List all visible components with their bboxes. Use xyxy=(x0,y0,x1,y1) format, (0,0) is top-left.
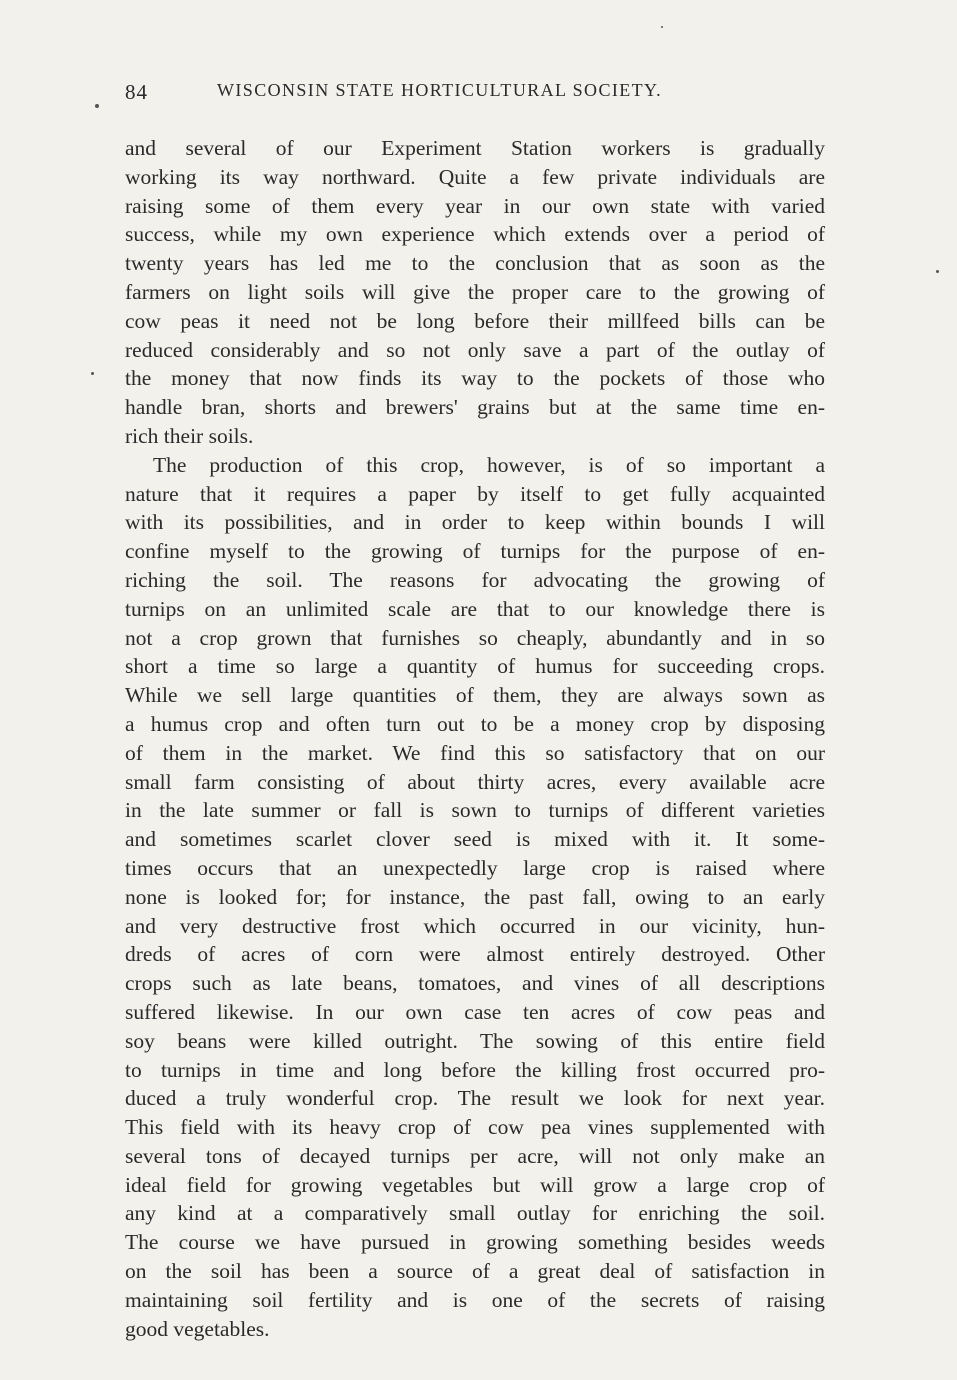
text-line: riching the soil. The reasons for advocating the growing of xyxy=(125,567,825,592)
text-line: several tons of decayed turnips per acre, will not only make an xyxy=(125,1143,825,1168)
text-line: and sometimes scarlet clover seed is mixed with it. It some- xyxy=(125,827,825,852)
text-line: reduced considerably and so not only save a part of the outlay of xyxy=(125,337,825,362)
running-head: WISCONSIN STATE HORTICULTURAL SOCIETY. xyxy=(217,80,663,100)
text-line: the money that now finds its way to the pockets of those who xyxy=(125,366,825,391)
text-line: any kind at a comparatively small outlay for enriching the soil. xyxy=(125,1201,825,1226)
text-line: turnips on an unlimited scale are that to our knowledge there is xyxy=(125,596,825,621)
text-line: a humus crop and often turn out to be a money crop by disposing xyxy=(125,711,825,736)
text-line: While we sell large quantities of them, they are always sown as xyxy=(125,683,825,708)
text-line: duced a truly wonderful crop. The result we look for next year. xyxy=(125,1086,825,1111)
text-line: dreds of acres of corn were almost entirely destroyed. Other xyxy=(125,942,825,967)
text-line: twenty years has led me to the conclusion that as soon as the xyxy=(125,251,825,276)
paragraph-2 xyxy=(125,451,825,1344)
ink-speck xyxy=(661,26,663,28)
paragraph-1 xyxy=(125,134,825,451)
text-line: handle bran, shorts and brewers' grains but at the same time en- xyxy=(125,395,825,420)
ink-speck xyxy=(936,270,939,273)
text-line: small farm consisting of about thirty acres, every available acre xyxy=(125,769,825,794)
text-line: rich their soils. xyxy=(125,423,254,448)
text-line: nature that it requires a paper by itself to get fully acquainted xyxy=(125,481,825,506)
text-line: The production of this crop, however, is of so important a xyxy=(153,452,825,477)
body-text xyxy=(125,134,825,1343)
page-number: 84 xyxy=(125,80,148,104)
text-line: with its possibilities, and in order to keep within bounds I will xyxy=(125,510,825,535)
text-line: not a crop grown that furnishes so cheaply, abundantly and in so xyxy=(125,625,825,650)
text-line: in the late summer or fall is sown to turnips of different varieties xyxy=(125,798,825,823)
text-line: and very destructive frost which occurred in our vicinity, hun- xyxy=(125,913,825,938)
text-line: good vegetables. xyxy=(125,1316,270,1341)
text-line: confine myself to the growing of turnips for the purpose of en- xyxy=(125,539,825,564)
text-line: cow peas it need not be long before their millfeed bills can be xyxy=(125,308,825,333)
text-line: crops such as late beans, tomatoes, and vines of all descriptions xyxy=(125,971,825,996)
text-line: times occurs that an unexpectedly large crop is raised where xyxy=(125,855,825,880)
text-line: ideal field for growing vegetables but will grow a large crop of xyxy=(125,1172,825,1197)
text-line: working its way northward. Quite a few private individuals are xyxy=(125,164,825,189)
text-line: maintaining soil fertility and is one of the secrets of raising xyxy=(125,1287,825,1312)
text-line: raising some of them every year in our own state with varied xyxy=(125,193,825,218)
text-line: soy beans were killed outright. The sowing of this entire field xyxy=(125,1028,825,1053)
text-line: on the soil has been a source of a great deal of satisfaction in xyxy=(125,1259,825,1284)
text-line: suffered likewise. In our own case ten acres of cow peas and xyxy=(125,999,825,1024)
ink-speck xyxy=(91,372,94,375)
ink-speck xyxy=(95,104,99,108)
text-line: of them in the market. We find this so satisfactory that on our xyxy=(125,740,825,765)
text-line: and several of our Experiment Station workers is gradually xyxy=(125,136,825,160)
text-line: The course we have pursued in growing something besides weeds xyxy=(125,1230,825,1255)
text-line: success, while my own experience which extends over a period of xyxy=(125,222,825,247)
text-line: farmers on light soils will give the proper care to the growing of xyxy=(125,279,825,304)
page-header xyxy=(125,80,825,108)
text-line: none is looked for; for instance, the past fall, owing to an early xyxy=(125,884,825,909)
text-line: This field with its heavy crop of cow pea vines supplemented with xyxy=(125,1115,825,1140)
text-line: to turnips in time and long before the killing frost occurred pro- xyxy=(125,1057,825,1082)
text-line: short a time so large a quantity of humus for succeeding crops. xyxy=(125,654,825,679)
